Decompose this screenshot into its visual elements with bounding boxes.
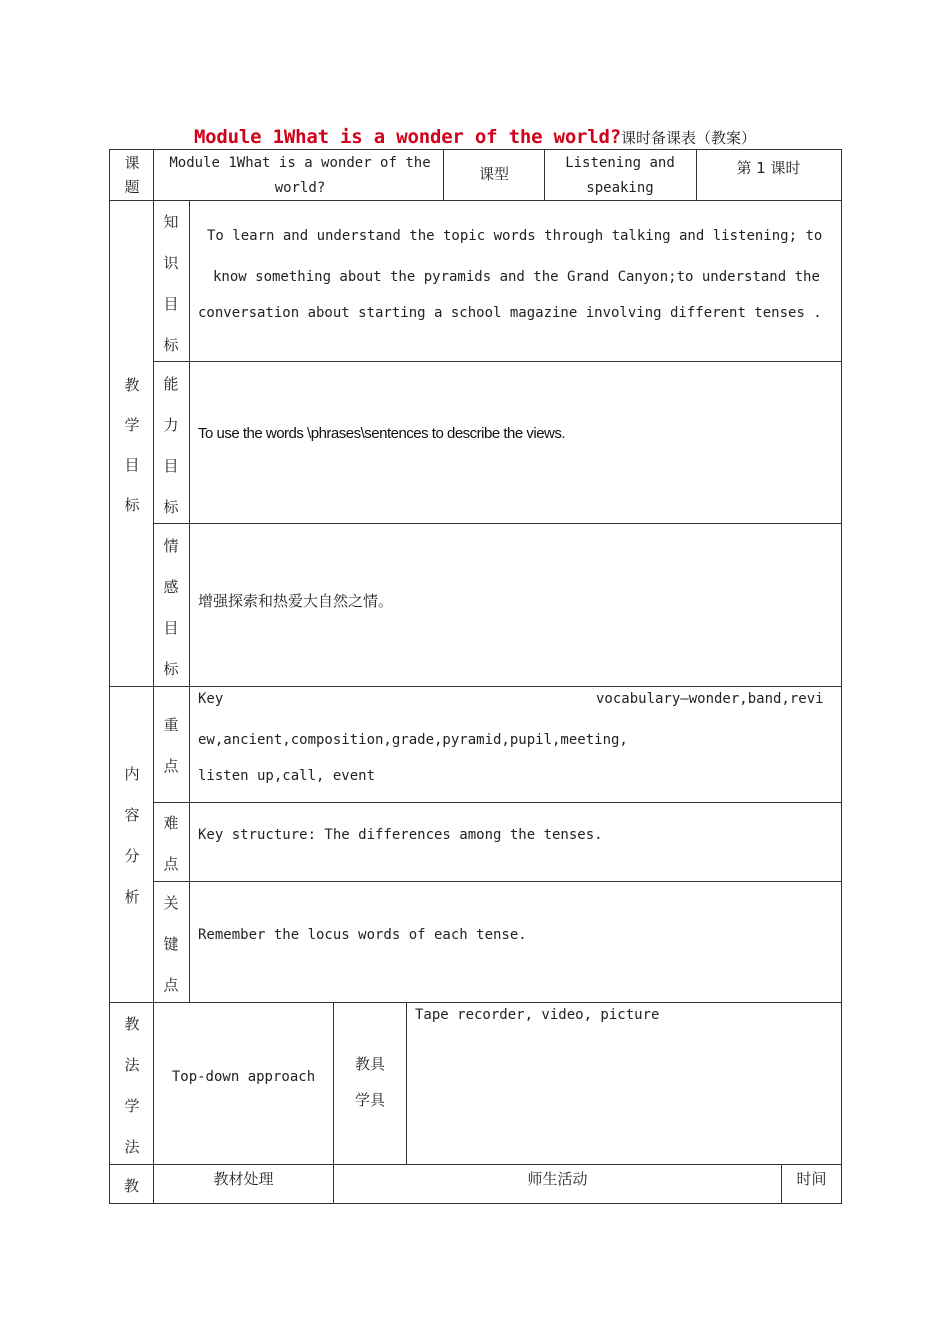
key-points-line3: listen up,call, event (198, 768, 376, 784)
type-label: 课型 (478, 165, 509, 183)
period-value: 第 1 课时 (736, 159, 801, 177)
topic-value: Module 1What is a wonder of the world? (169, 155, 431, 196)
knowledge-text-line2: know something about the pyramids and the Grand Canyon;to understand the (213, 269, 820, 285)
material-header: 教材处理 (213, 1170, 274, 1188)
title-chinese: 课时备课表（教案） (621, 129, 757, 147)
activity-header: 师生活动 (527, 1170, 588, 1188)
analysis-group-label: 内 容 分 析 (124, 765, 140, 906)
row-divider (109, 1164, 842, 1165)
row-divider (153, 361, 842, 362)
methods-label: 教 法 学 法 (124, 1015, 140, 1156)
row-divider (109, 686, 842, 687)
ability-label: 能 力 目 标 (163, 375, 179, 516)
ability-text: To use the words \phrases\sentences to describe the views. (198, 425, 566, 442)
approach-text: Top-down approach (171, 1069, 316, 1085)
row-divider (109, 1002, 842, 1003)
row-divider (153, 881, 842, 882)
tools-text: Tape recorder, video, picture (415, 1007, 660, 1023)
title-english: Module 1What is a wonder of the world? (193, 126, 622, 148)
crucial-text: Remember the locus words of each tense. (198, 927, 527, 943)
key-points-line2: ew,ancient,composition,grade,pyramid,pupil,meeting, (198, 732, 628, 748)
col-divider (153, 149, 154, 1204)
row-divider (153, 802, 842, 803)
objectives-group-label: 教 学 目 标 (124, 376, 140, 514)
key-points-line1-left: Key (198, 691, 224, 707)
time-header: 时间 (796, 1170, 827, 1188)
row-divider (153, 523, 842, 524)
col-divider (406, 1002, 407, 1165)
emotion-label: 情 感 目 标 (163, 537, 179, 678)
col-divider (189, 200, 190, 1002)
footer-label: 教 (123, 1177, 139, 1195)
difficult-label: 难 点 (163, 814, 179, 873)
tools-label: 教具学具 (354, 1055, 385, 1109)
difficult-text: Key structure: The differences among the tenses. (198, 827, 603, 843)
emotion-text: 增强探索和热爱大自然之情。 (198, 592, 394, 610)
knowledge-text-line1: To learn and understand the topic words through talking and listening; to (207, 228, 823, 244)
key-points-line1-right: vocabulary—wonder,band,revi (596, 691, 824, 707)
crucial-label: 关 键 点 (163, 894, 179, 994)
key-points-label: 重 点 (163, 716, 179, 775)
page-title (0, 126, 950, 148)
type-value: Listening and speaking (565, 155, 675, 196)
topic-label: 课 题 (124, 154, 140, 196)
col-divider (544, 149, 545, 201)
knowledge-text-line3: conversation about starting a school magazine involving different tenses . (198, 305, 822, 321)
knowledge-label: 知 识 目 标 (163, 213, 179, 354)
